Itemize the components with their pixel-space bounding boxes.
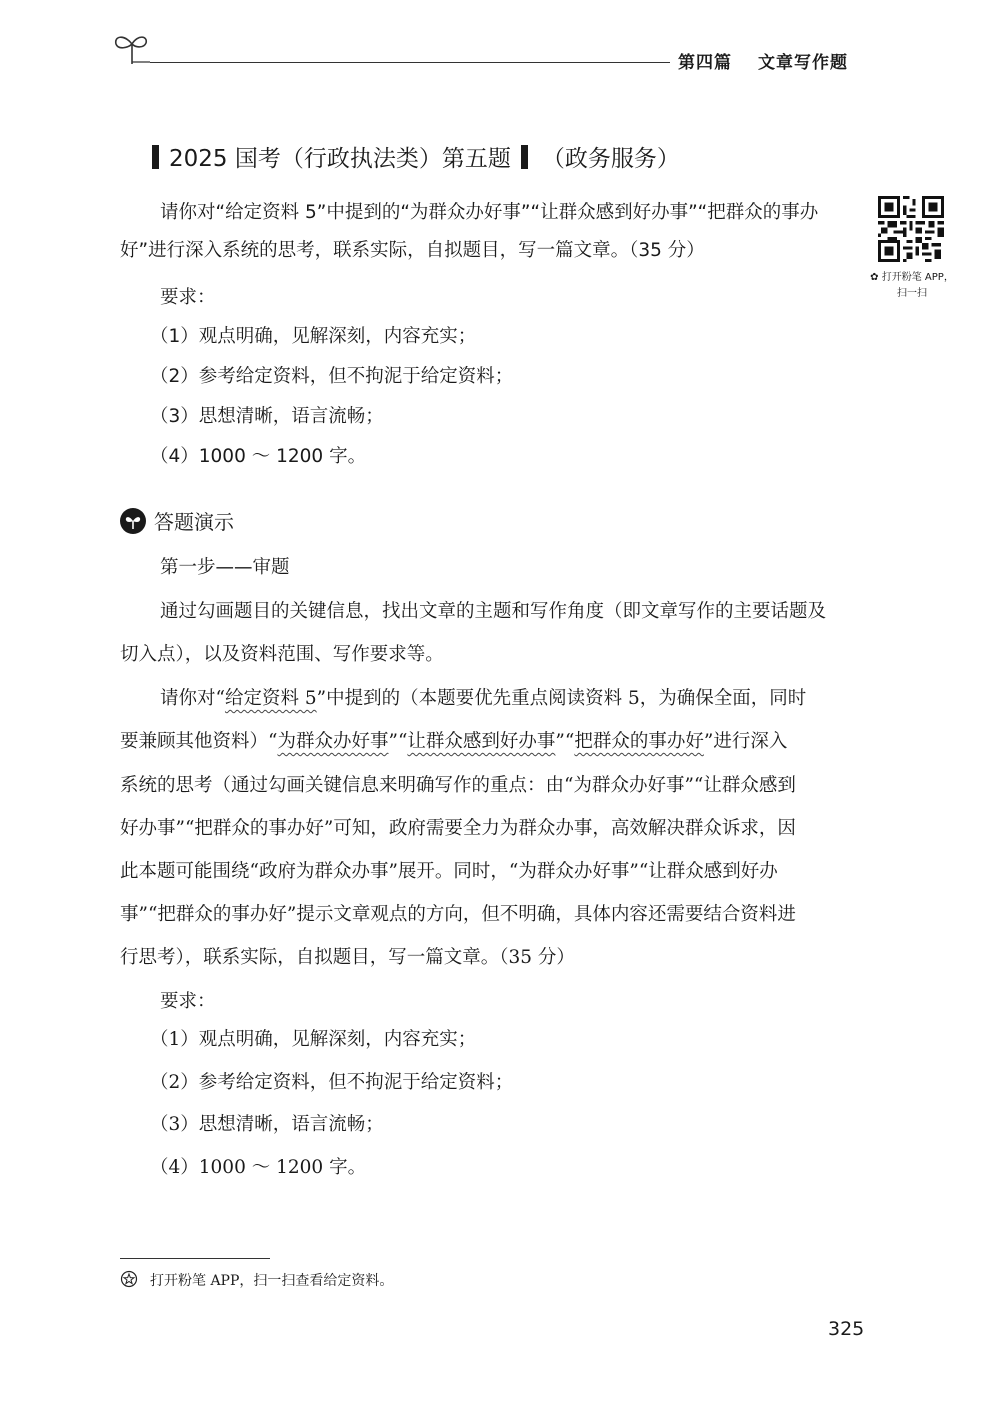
analysis-line-5: 此本题可能围绕“政府为群众办事”展开。同时，“为群众办好事”“让群众感到好办 [120, 861, 778, 882]
section-title: 答题演示 [154, 510, 234, 534]
flower-icon [120, 1270, 138, 1288]
sprout-badge-icon [120, 508, 146, 534]
title-bar-right [521, 145, 528, 169]
answer-req-3: （3）思想清晰，语言流畅； [150, 1114, 384, 1135]
question-req-1: （1）观点明确，见解深刻，内容充实； [150, 326, 477, 347]
answer-req-4: （4）1000 ～ 1200 字。 [150, 1157, 367, 1178]
question-req-4: （4）1000 ～ 1200 字。 [150, 446, 367, 467]
qr-code-icon[interactable] [878, 196, 944, 262]
a2-highlight-3: 把群众的事办好 [574, 731, 704, 752]
qr-caption: ✿ 打开粉笔 APP， 扫一扫 [862, 270, 962, 302]
a1-post: ”中提到的（本题要优先重点阅读资料 5，为确保全面，同时 [316, 688, 807, 709]
sprout-logo-icon [112, 28, 152, 66]
header-part: 第四篇 [678, 53, 732, 73]
question-req-3: （3）思想清晰，语言流畅； [150, 406, 384, 427]
question-line-1: 请你对“给定资料 5”中提到的“为群众办好事”“让群众感到好办事”“把群众的事办 [160, 202, 819, 223]
answer-req-1: （1）观点明确，见解深刻，内容充实； [150, 1029, 477, 1050]
title-sub: （政务服务） [541, 146, 680, 172]
a1-highlight: 给定资料 5 [224, 688, 317, 709]
a2-highlight-2: 让群众感到好办事 [407, 731, 556, 752]
running-header [678, 48, 848, 73]
step-heading: 第一步——审题 [160, 557, 290, 578]
a2-mid-2: ”“ [555, 731, 575, 752]
intro-line-2: 切入点），以及资料范围、写作要求等。 [120, 644, 444, 665]
analysis-line-2 [120, 727, 787, 753]
answer-req-label: 要求： [160, 991, 216, 1012]
analysis-line-3: 系统的思考（通过勾画关键信息来明确写作的重点：由“为群众办好事”“让群众感到 [120, 775, 796, 796]
question-req-2: （2）参考给定资料，但不拘泥于给定资料； [150, 366, 514, 387]
qr-caption-line-1: 打开粉笔 APP， [881, 272, 954, 283]
a1-pre: 请你对“ [160, 688, 225, 709]
intro-line-1: 通过勾画题目的关键信息，找出文章的主题和写作角度（即文章写作的主要话题及 [160, 601, 827, 622]
analysis-line-4: 好办事”“把群众的事办好”可知，政府需要全力为群众办事，高效解决群众诉求，因 [120, 818, 796, 839]
question-line-2: 好”进行深入系统的思考，联系实际，自拟题目，写一篇文章。（35 分） [120, 240, 705, 261]
footnote-text: 打开粉笔 APP，扫一扫查看给定资料。 [150, 1273, 394, 1289]
a2-highlight-1: 为群众办好事 [277, 731, 389, 752]
a2-pre: 要兼顾其他资料）“ [120, 731, 278, 752]
title-bar-left [152, 145, 159, 169]
section-heading [120, 506, 234, 535]
page-number: 325 [828, 1318, 865, 1340]
answer-req-2: （2）参考给定资料，但不拘泥于给定资料； [150, 1072, 514, 1093]
title-main: 2025 国考（行政执法类）第五题 [169, 146, 511, 172]
qr-caption-line-2: 扫一扫 [897, 288, 927, 299]
analysis-line-1 [160, 684, 806, 710]
a2-post: ”进行深入 [703, 731, 788, 752]
footnote-rule [120, 1258, 270, 1259]
question-req-label: 要求： [160, 287, 216, 308]
header-rule [150, 62, 670, 63]
question-title [152, 140, 680, 173]
a2-mid-1: ”“ [388, 731, 408, 752]
analysis-line-6: 事”“把群众的事办好”提示文章观点的方向，但不明确，具体内容还需要结合资料进 [120, 904, 796, 925]
analysis-line-7: 行思考），联系实际，自拟题目，写一篇文章。（35 分） [120, 947, 575, 968]
header-chapter: 文章写作题 [758, 53, 848, 73]
